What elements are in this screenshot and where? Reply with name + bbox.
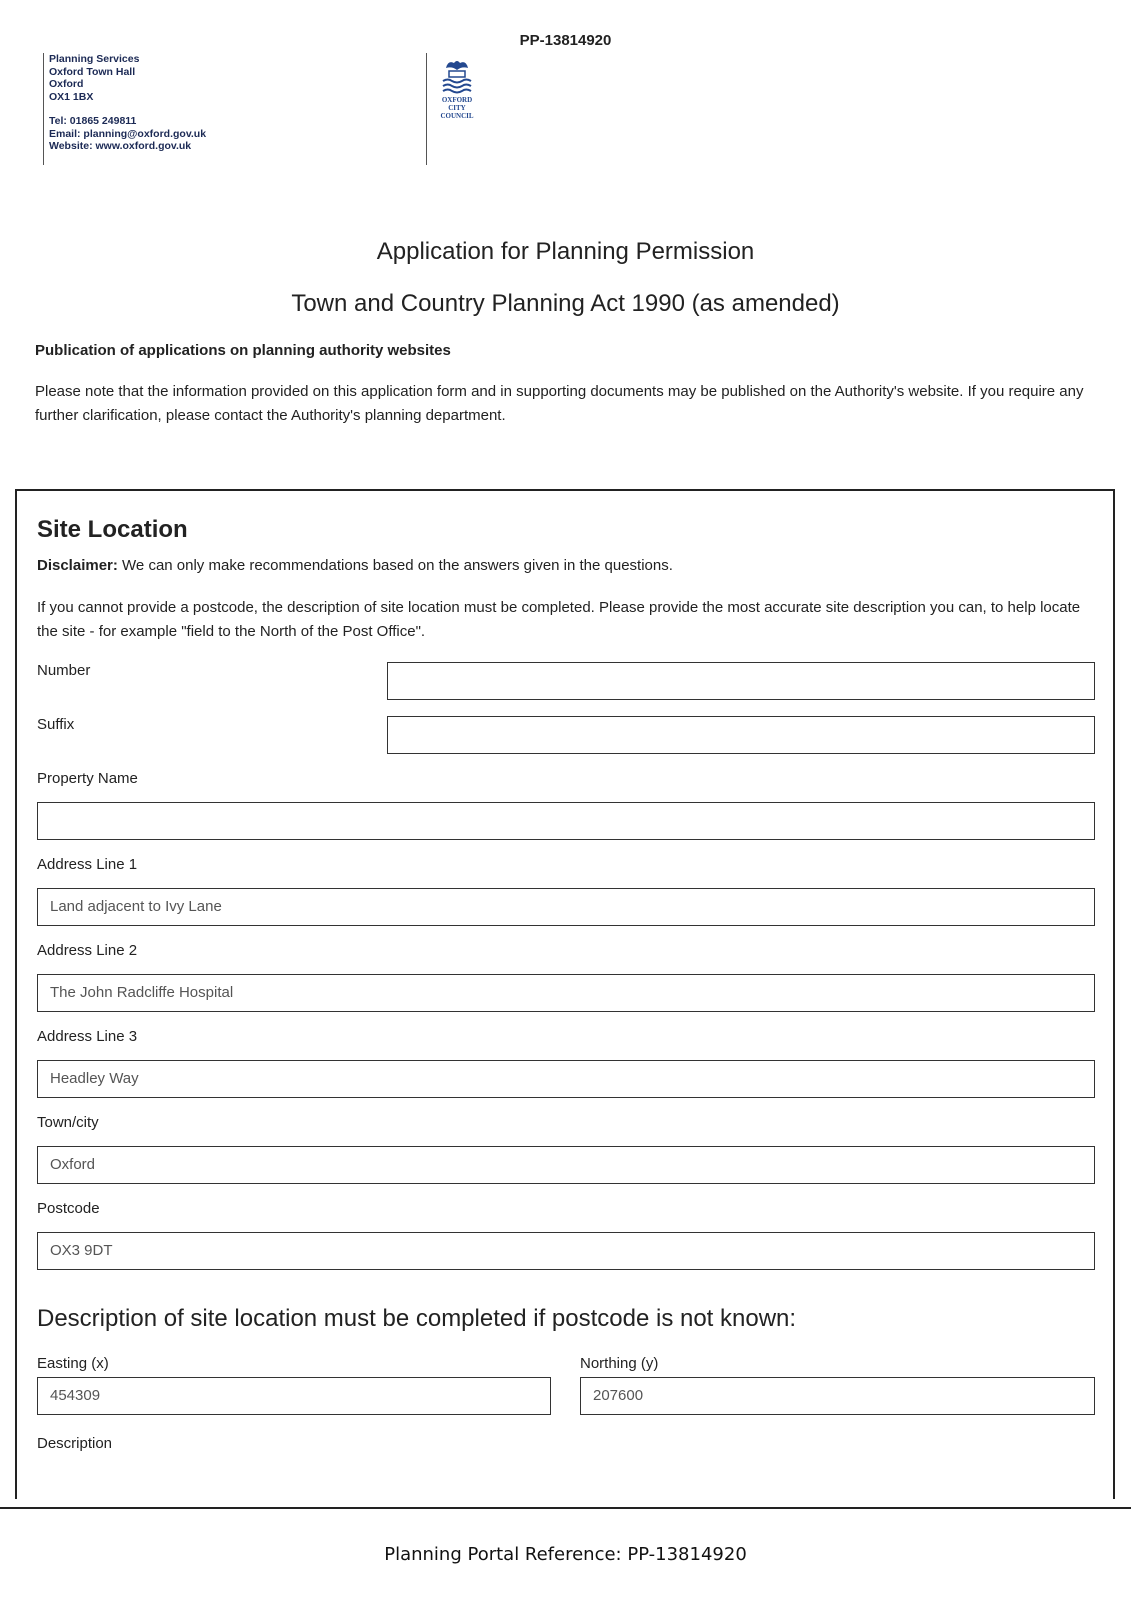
address-line-2-label: Address Line 2 (37, 942, 138, 959)
northing-label: Northing (y) (580, 1355, 659, 1372)
suffix-label: Suffix (37, 716, 75, 733)
address-line-1-label: Address Line 1 (37, 856, 138, 873)
logo-text-line: COUNCIL (440, 112, 474, 120)
address-line-3-label: Address Line 3 (37, 1028, 138, 1045)
footer-reference: Planning Portal Reference: PP-13814920 (384, 1544, 747, 1565)
property-name-label: Property Name (37, 770, 138, 787)
site-instructions: If you cannot provide a postcode, the description of site location must be completed. Please provide the most accurate site description you can, to help locate the site - for example "field to the North of the Post Office". (37, 599, 1081, 640)
address-line-1-field[interactable]: Land adjacent to Ivy Lane (37, 888, 1095, 926)
easting-field[interactable]: 454309 (37, 1377, 551, 1415)
form-title: Application for Planning Permission (376, 238, 755, 265)
address-line: Oxford Town Hall (49, 65, 136, 78)
number-label: Number (37, 662, 91, 679)
council-address (43, 53, 206, 165)
description-label: Description (37, 1435, 113, 1452)
header-divider (426, 53, 427, 165)
logo-text-line: CITY (448, 104, 466, 112)
logo-text-line: OXFORD (441, 96, 473, 104)
postcode-field[interactable]: OX3 9DT (37, 1232, 1095, 1270)
section-title: Site Location (37, 516, 188, 543)
easting-label: Easting (x) (37, 1355, 109, 1372)
postcode-label: Postcode (37, 1200, 100, 1217)
site-location-section (15, 489, 1115, 1499)
disclaimer (37, 557, 673, 574)
town-field[interactable]: Oxford (37, 1146, 1095, 1184)
address-line: Planning Services (49, 53, 140, 65)
description-heading: Description of site location must be completed if postcode is not known: (37, 1305, 797, 1332)
council-email: Email: planning@oxford.gov.uk (49, 127, 207, 140)
footer-divider (0, 1507, 1131, 1509)
number-field[interactable] (387, 662, 1095, 700)
disclaimer-label: Disclaimer: (37, 557, 118, 574)
disclaimer-text: We can only make recommendations based on the answers given in the questions. (117, 557, 673, 574)
address-line-3-field[interactable]: Headley Way (37, 1060, 1095, 1098)
publication-text: Please note that the information provided on this application form and in supporting documents may be published on the Authority's website. If you require any further clarification, please contact the Authority's planning department. (35, 383, 1084, 424)
address-line: Oxford (49, 78, 84, 90)
town-label: Town/city (37, 1114, 99, 1131)
crest-icon (440, 58, 474, 94)
address-line-2-field[interactable]: The John Radcliffe Hospital (37, 974, 1095, 1012)
reference-number: PP-13814920 (519, 32, 612, 49)
northing-field[interactable]: 207600 (580, 1377, 1095, 1415)
publication-heading: Publication of applications on planning authority websites (35, 342, 451, 359)
suffix-field[interactable] (387, 716, 1095, 754)
property-name-field[interactable] (37, 802, 1095, 840)
council-website: Website: www.oxford.gov.uk (49, 140, 192, 152)
form-subtitle: Town and Country Planning Act 1990 (as amended) (291, 290, 840, 317)
address-line: OX1 1BX (49, 90, 94, 103)
council-logo (435, 58, 479, 120)
council-tel: Tel: 01865 249811 (49, 115, 137, 127)
